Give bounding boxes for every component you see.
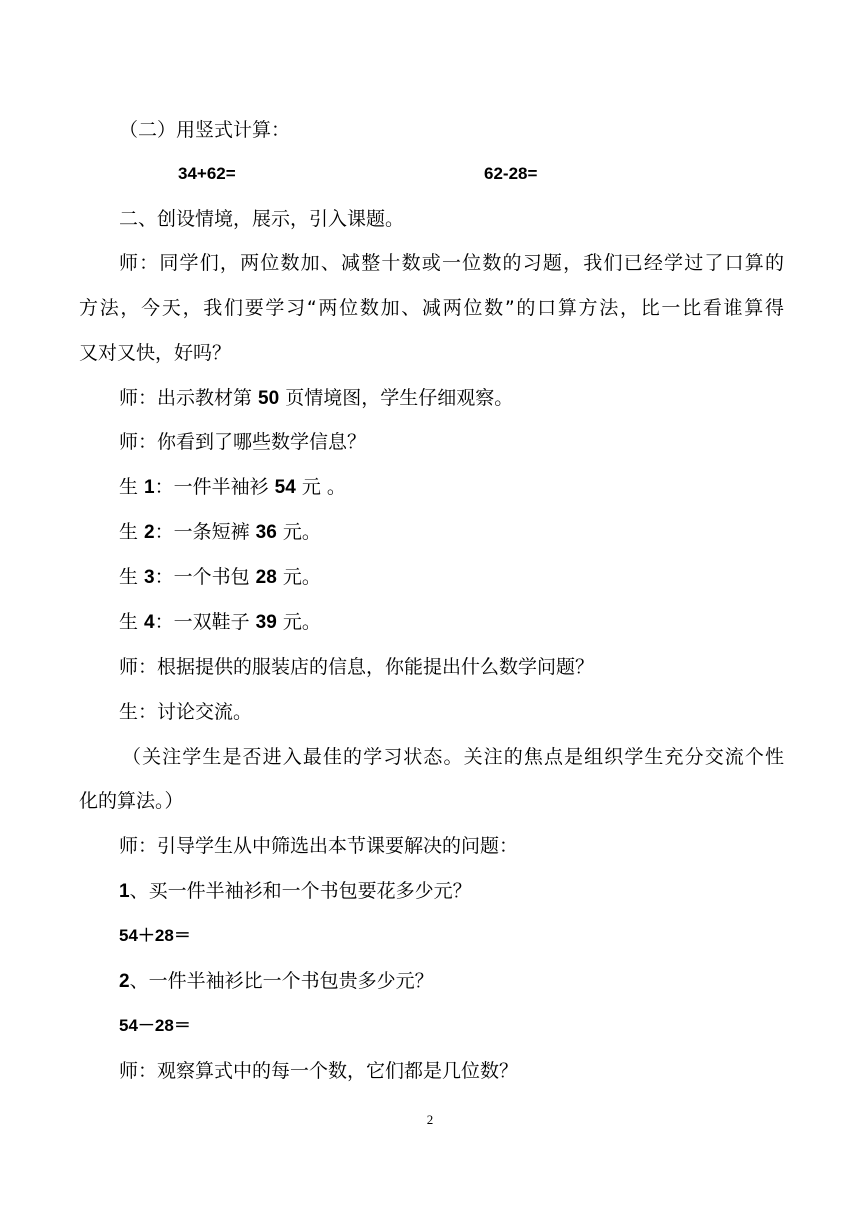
price-number: 39 (255, 612, 277, 633)
paragraph-note-1: （关注学生是否进入最佳的学习状态。关注的焦点是组织学生充分交流个性 (122, 746, 784, 768)
student-answer-2 (119, 520, 824, 545)
text-segment: 生 (119, 476, 145, 498)
paragraph-teacher-intro-1: 师：同学们，两位数加、减整十数或一位数的习题，我们已经学过了口算的 (119, 252, 784, 274)
text-segment: 、一件半袖衫比一个书包贵多少元？ (129, 970, 434, 992)
problem-1 (119, 879, 824, 904)
student-answer-1 (119, 475, 824, 500)
paragraph-teacher-guide: 师：引导学生从中筛选出本节课要解决的问题： (119, 835, 519, 857)
expression-subtraction: 62-28= (484, 164, 538, 183)
expression-problem-1: 54＋28＝ (119, 926, 191, 945)
text-segment: 元。 (276, 521, 321, 543)
section-heading-vertical-calculation: （二）用竖式计算： (119, 119, 291, 141)
problem-number: 1 (119, 881, 130, 902)
text-segment: ：一件半袖衫 (154, 476, 275, 498)
student-answer-3 (119, 565, 824, 590)
page-number: 2 (426, 1112, 434, 1127)
paragraph-teacher-intro-2: 方法，今天，我们要学习“两位数加、减两位数”的口算方法，比一比看谁算得 (79, 297, 784, 319)
problem-number: 2 (119, 971, 130, 992)
paragraph-note-2: 化的算法。） (79, 790, 184, 812)
page-reference-number: 50 (258, 388, 280, 409)
expression-addition: 34+62= (178, 164, 236, 183)
paragraph-teacher-show-textbook (119, 386, 824, 411)
text-segment: 、买一件半袖衫和一个书包要花多少元？ (129, 880, 472, 902)
expression-problem-2: 54－28＝ (119, 1016, 191, 1035)
text-segment: 元 。 (295, 476, 346, 498)
student-number: 1 (144, 477, 155, 498)
text-segment: 师：出示教材第 (119, 387, 259, 409)
text-segment: ：一双鞋子 (154, 611, 256, 633)
price-number: 36 (255, 522, 277, 543)
text-segment: 页情境图，学生仔细观察。 (279, 387, 514, 409)
text-segment: ：一个书包 (154, 566, 256, 588)
student-answer-4 (119, 610, 824, 635)
paragraph-teacher-question: 师：你看到了哪些数学信息？ (119, 431, 367, 453)
text-segment: 元。 (276, 611, 321, 633)
text-segment: ：一条短裤 (154, 521, 256, 543)
paragraph-teacher-intro-3: 又对又快，好吗？ (79, 342, 232, 364)
price-number: 28 (255, 567, 277, 588)
paragraph-student-discuss: 生：讨论交流。 (119, 701, 253, 723)
paragraph-teacher-ask-problem: 师：根据提供的服装店的信息，你能提出什么数学问题？ (119, 656, 595, 678)
text-segment: 生 (119, 521, 145, 543)
text-segment: 生 (119, 566, 145, 588)
section-heading-scenario: 二、创设情境，展示，引入课题。 (119, 208, 405, 230)
text-segment: 元。 (276, 566, 321, 588)
text-segment: 生 (119, 611, 145, 633)
problem-2 (119, 969, 824, 994)
student-number: 4 (144, 612, 155, 633)
paragraph-teacher-observe: 师：观察算式中的每一个数，它们都是几位数？ (119, 1060, 519, 1082)
student-number: 3 (144, 567, 155, 588)
student-number: 2 (144, 522, 155, 543)
price-number: 54 (274, 477, 296, 498)
